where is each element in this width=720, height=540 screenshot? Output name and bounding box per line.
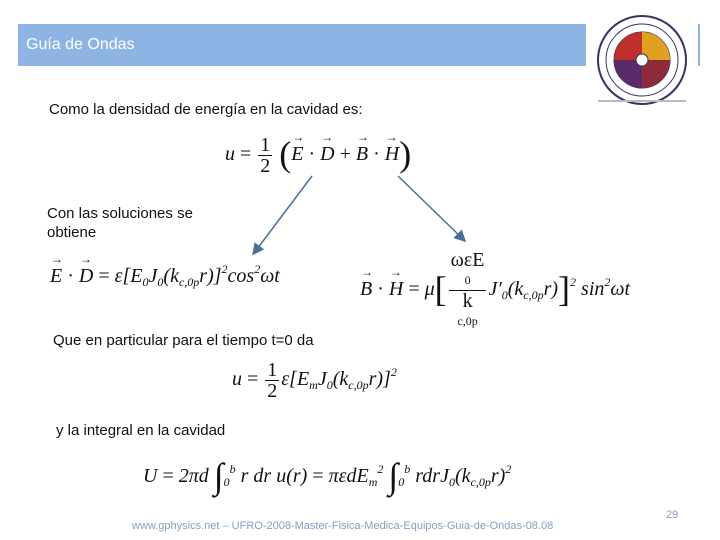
page-number: 29 bbox=[666, 509, 679, 521]
slide-title: Guía de Ondas bbox=[26, 36, 135, 53]
particular-text: Que en particular para el tiempo t=0 da bbox=[53, 332, 314, 349]
e-dot-d-equation: → E · → $D = \varepsilon[E_0J_0(k_{c,0p}r)]^2\cos^2\omega t$ bbox=[50, 262, 280, 290]
footer-source: www.gphysics.net – UFRO-2008-Master-Fisica-Medica-Equipos-Guia-de-Ondas-08.08 bbox=[132, 520, 554, 532]
u-t0-equation: u = $\frac{1}{2}$ $\varepsilon[E_mJ_0(k_{c,0p}r)]^2$ bbox=[232, 359, 397, 402]
b-dot-h-equation: → B · → H = μ[ ωεE 0 k c,0p $J'_0(k_{c,0p}r)]^2$ $\sin^2\omega t$ bbox=[360, 250, 630, 331]
integral-text: y la integral en la cavidad bbox=[56, 422, 226, 439]
intro-text: Como la densidad de energía en la cavidad es: bbox=[49, 101, 363, 118]
solutions-text: Con las soluciones se obtiene bbox=[47, 205, 193, 241]
energy-density-equation: u = $\frac{1}{2}$ (→ E · → D + → B · → H) bbox=[225, 133, 411, 176]
total-energy-equation: U = 2πd $\int_0^b$ r dr u(r) = πεdE$_m^2$ $\int_0^b$ $rdrJ_0(k_{c,0p}r)^2$ bbox=[143, 456, 512, 496]
